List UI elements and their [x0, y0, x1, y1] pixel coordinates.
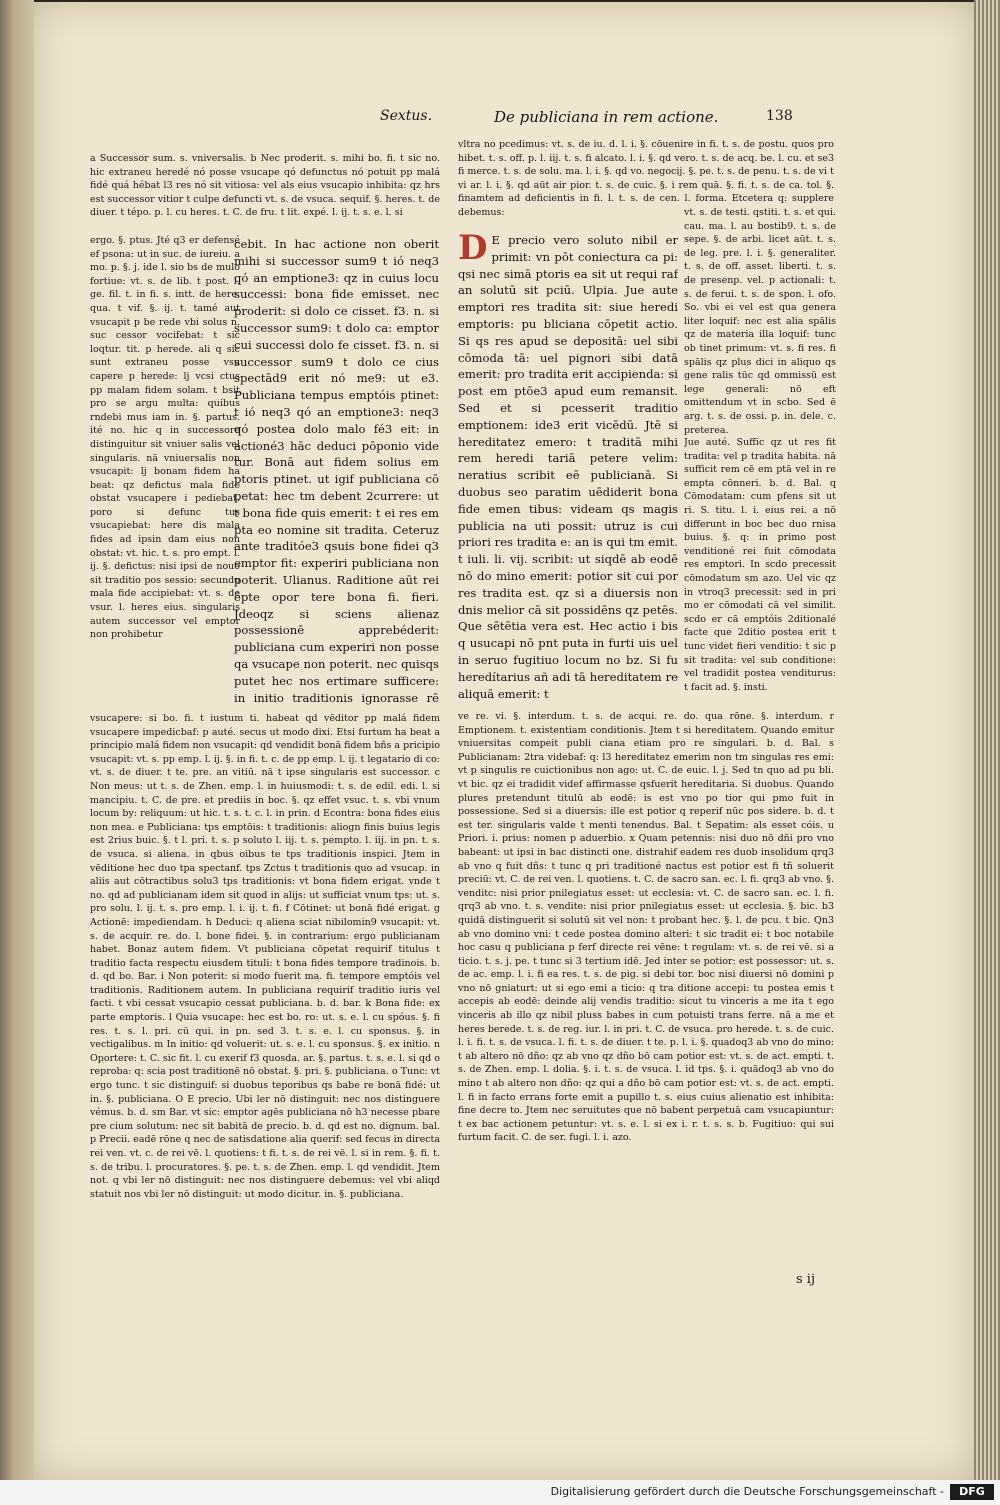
book-page [34, 2, 974, 1480]
signature-mark: s ij [796, 1272, 815, 1287]
footer-bar [0, 1480, 1000, 1505]
gloss-right-middle: Jue auté. Suffic qz ut res fit tradita: vel p tradita habita. nā sufficit rem cē em ptā vel in re empta cōnneri. b. d. Bal. q Cōmodatam: cum pfens sit ut ri. S. titu. l. i. eius rei. a nō differunt in boc bec duo rnisa buius. §. q: in primo post venditioné rei fuit cōmodata res emptori. In scdo precessit cōmodatum sm azo. Uel vic qz in vtroq3 precessit: sed in pri mo er cōmodati cā vel similit. scdo er cā emptóis 2ditionalé facte que 2ditio postea erit t tunc videt fieri venditio: t sic p sit tradita: vel sub conditione: vel tradidit postea venditurus: t facit ad. §. insti. [684, 437, 836, 693]
main-text-right: D E precio vero soluto nibil er primit: vn pōt coniectura ca pi: qsi nec simā ptoris ea sit ut requi raf an solutū sit pciū. Ulpia. Jue aute emptori res tradita sit: siue heredi emptoris: pu bliciana cōpetit actio. Si qs res apud se depositā: uel sibi cōmoda tā: uel pignori sibi datā emerit: pro tradita erit accipienda: si post em ptōe3 apud eum remansit. Sed et si pcesserit traditio emptionem: ide3 erit vicēdū. Jtē si hereditatez emero: t traditā mihi rem heredi tariā petere velim: neratius scribit eē publicianā. Si duobus seo paratim uēdiderit bona fide emen tibus: videam qs magis publicia na uti possit: utruz is cui priori res tradita e: an is qui tm emit. t iuli. li. vij. scribit: ut siqdē ab eodē nō do mino emerit: potior sit cui por res tradita est. qz si a diuersis non dnis melior cā sit possidēns qz petēs. Que sētētia vera est. Hec actio i bis q usucapi nō pnt puta in furti uis uel in seruo fugitiuo locum no bz. Si fu heredítarius añ adi tā hereditatem re aliquā emerit: t [458, 232, 678, 701]
gloss-bottom-right: ve re. vi. §. interdum. t. s. de acqui. re. do. qua rōne. §. interdum. r Emptionem. t. existentiam conditionis. Jtem t si hereditatem. Quando emitur vniuersitas compeit publi ciana etiam pro re singulari. b. d. Bal. s Publicianam: 2tra videbaf: q: l3 hereditatez emerim non tm singulas res emi: vt p singulis re cuictionibus non ago: ut. C. de euic. l. j. Sed tn quo ad pu bli. vt bic. qz ei tradidit videf affirmasse qsfuerit hereditaria. Si duobus. Quando plures pretendunt titulū ab eodē: is est vno po tior qui pmo fuit in possessione. Sed si a diuersis: ille est potior q reperif nūc pos sidere. b. d. t est ter. singularis valde t menti tenendus. Bal. t Sepatim: als esset cóis. u Priori. i. prius: nomen p aduerbio. x Quam petennis: nisi duo nō dñi pro vno babeant: ut ipsi in bac distincti one. distrahif eadem res duob insolidum qrq3 ab vno q fuit dñs: t tunc q pri traditioné nactus est potior est fi tñ soluerit preciū: vt. C. de rei ven. l. quotiens. t. C. de sacro san. ec. l. fi. qrq3 ab vno. §. venditc: nisi prior pnilegiatus esset: ut ecclesia: vt. C. de sacro san. ec. l. fi. qrq3 ab vno. t. s. vendite: nisi prior pnilegiatus esset: ut ecclesia. §. bic. b3 quidā distinguerit si solutū sit vel non: t probant hec. §. l. de pcu. t bic. Qn3 ab vno domino vni: t cede postea domino alteri: t sic tradit ei: t boc notabile hoc casu q publiciana p ferf directe rei vēne: t regulam: vt. s. de rei vē. si a ticio. t. s. j. pe. t tunc si 3 tertium idē. Jed inter se potior: est possessor: ut. s. de ac. emp. l. i. fi ea res. t. s. de pig. si debi tor. boc nisi diuersi nō domini p vno nō gniaturt: ut si ego emi a ticio: q tra ditione accepi: tu postea emis t accepis ab eodē: deinde alij vendis traditio: sicut tu vinceris a me ita t ego vinceris ab illo qz nibil pluss babes in cum potuisti trans ferre. nā a me et heres berede. t. s. de reg. iur. l. in pri. t. C. de vsuca. pro herede. t. s. de cuic. l. i. fi. t. s. de vsuca. l. fi. t. s. de diuer. t te. p. l. i. §. quadoq3 ab vno do mino: t ab altero nō dño: qz ab vno qz dño bō cam potior est: vt. s. de act. empti. t. s. de Zhen. emp. l. dolia. §. i. t. s. de vsuca. l. id tps. §. i. quādoq3 ab vno do mino t ab altero non dño: qz qui a dño bō cam potior est: vt. s. de act. empti. l. fi in facto errans forte emit a pupillo t. s. eius cuius alienatio est inhibita: fine decre to. Jtem nec seruitutes que nō babent perpetuā cam vsucapiuntur: t ex bac actionem petuntur: vt. s. e. l. si ex i. r. t. s. s. b. Fugitiuo: qui sui furtum facit. C. de ser. fugi. l. i. azo. [458, 711, 834, 1144]
folio-number: 138 [766, 108, 793, 124]
gloss-top-left: a Successor sum. s. vniversalis. b Nec proderit. s. mihi bo. fi. t sic no. hic extraneu heredé nó posse vsucape qó defunctus nó potuit pp malá fidé quá hébat l3 res nó sit vitiosa: vel als eius vsucapio inhibita: qz hrs est successor vitior t culpe defuncti vt. s. de vsuca. sequif. §. heres. t. de diuer. t tépo. p. l. cu heres. t. C. de fru. t lit. expé. l. ij. t. s. e. l. si [90, 153, 440, 219]
header-book: Sextus. [380, 108, 433, 124]
dfg-logo: DFG [950, 1484, 994, 1500]
right-page-edge [974, 0, 1000, 1480]
left-page-edge [0, 0, 34, 1480]
footer-credit: Digitalisierung gefördert durch die Deutsche Forschungsgemeinschaft - [550, 1485, 944, 1498]
gloss-left-narrow: ergo. §. ptus. Jté q3 er defensé ef psona: ut in suc. de iureiu. a mo. p. §. j. ide l. sio bs de mulo fortiue: vt. s. de lib. t post. l. ge. fil. t. in fi. s. intt. de here. qua. t vif. §. ij. t. tamé aut vsucapit p be rede vbi solus n. suc cessor vocifebat: t sic loqtur. tit. p herede. ali q sic sunt extraneu posse vsu capere p herede: lj vcsi ctus pp malam fidem solam. t bsit pro se argu multa: quibus rndebi mus iam in. §. partus. ité no. hic q in successore distinguitur sit vniuer salis vel singularis. nā vniuersalis non vsucapit: lj bonam fidem ha beat: qz defictus mala fide obstat vsucapere i pediebat. poro si defunc tus vsucapiebat: here dis mala fides ad ipsin dam eius non obstat: vt. hic. t. s. pro empt. l. ij. §. defictus: nisi ipsi de nouo sit traditio pos sessio: secundo mala fide accipiebat: vt. s. de vsur. l. heres eius. singularis autem successor vel emptor non prohibetur [90, 235, 240, 641]
main-text-left: cebit. In hac actione non oberit mihi si successor sum9 t ió neq3 qó an emptione3: qz in cuius locu successi: bona fide emisset. nec proderit: si dolo ce cisset. f3. n. si successor sum9: t dolo ca: emptor cui successi dolo fe cisset. f3. n. si successor sum9 t dolo ce cius spectād9 erit nó me9: ut e3. Publiciana tempus emptóis ptinet: t ió neq3 qó an emptione3: neq3 qó postea dolo malo fé3 eit: in actioné3 hāc deduci pōponio vide tur. Bonā aut fidem solius em ptoris ptinet. ut igif publiciana cō petat: hec tm debent 2currere: ut t bona fide quis emerit: t ei res em pta eo nomine sit tradita. Ceteruz ante traditóe3 qsuis bone fidei q3 emptor fit: experiri publiciana non poterit. Ulianus. Raditione aūt rei ēpte opor tere bona fi. fieri. Jdeoqz si sciens alienaz possessionē apprebéderit: publiciana cum experiri non posse qa vsucape non poterit. nec quisqs putet hec nos ertimare sufficere: in initio traditionis ignorasse rē [234, 237, 439, 705]
header-title: De publiciana in rem actione. [494, 108, 719, 126]
initial-d: D [458, 232, 488, 268]
gloss-top-right: vltra no pcedimus: vt. s. de iu. d. l. i. §. cōuenire in fi. t. s. de postu. quos pro hibet. t. s. off. p. l. iij. t. s. fi alcato. l. i. §. qd vero. t. s. de acq. be. l. cu. et se3 fi merce. t. s. de solu. ma. l. i. §. qd vo. negocij. §. pe. t. s. de penu. t. s. de vi t vi ar. l. i. §. qd aūt air pior. t. s. de cuic. §. i rem quā. §. fi. t. s. de ca. tol. §. finamtem ad deficientis in fi. l. t. s. de cen. l. forma. Etcetera q: supplere debemus: [458, 139, 834, 218]
gloss-right-narrow: vt. s. de testi. qstiti. t. s. et qui. cau. ma. l. au bostib9. t. s. de sepe. §. de arbi. licet aūt. t. s. de leg. pre. l. i. §. generaliter. t. s. de off. asset. liberti. t. s. de presenp. vel. p actionali: t. s. de ferui. t. s. de spon. l. ofo. So. vbi ei vel est qua genera liter loquif: nec est alia spālis qz de materia illa loquif: tunc ob tinet primum: vt. s. fi res. fi spālis qz plus dici in aliquo qs gene ralis tūc qd ommissū est lege generali: nō eft omittendum vt in scbo. Sed ē arg. t. s. de ossi. p. in. dele. c. preterea. [684, 207, 836, 436]
gloss-left-bottom: vsucapere: si bo. fi. t iustum ti. habeat qd vēditor pp malá fidem vsucapere impedicbaf: p auté. secus ut modo dixi. Etsi furtum ha beat a principio malá fidem non vsucapit: qd vendidit bonā fidem bñs a pricipio vsucapit: vt. s. pp emp. l. ij. §. in fi. t. c. de pp emp. l. ij. t legatario di co: vt. s. de diuer. t te. pre. an vitiū. nā t ipse singularis est successor. c Non meus: ut t. s. de Zhen. emp. l. in huiusmodi: t. s. de edil. edi. l. si mancipiu. t. C. de pre. et prediis in boc. §. qz effet vsuc. t. s. vbi vnum locum by: reliquum: ut hic. t. s. t. c. l. in prin. d Econtra: bona fides eius non mea. e Publiciana: tps emptōis: t traditionis: aliogn finis buius legis est 2rius buic. §. t l. pri. t. s. p soluto l. iij. t. s. pempto. l. iij. in pn. t. s. de vsuca. si aliena. in qbus oibus te tps traditionis inspici. Jtem in vēditione hec duo tpa spectanf. tps Zctus t traditionis quo ad vsucap. in aliis aut cōtractibus solu3 tps traditionis: vt bona fidem erigat. vnde t no. qd ad publicianam idem sit quod in alijs: ut sufficiat vnum tps: ut. s. pro solu. l. ij. t. s. pro emp. l. i. ij. t. fi. f Cōtinet: ut bonā fidé erigat. g Actionē: impediendam. h Deduci: q aliena sciat nibilomin9 vsucapit: vt. s. de acquir. re. do. l. bone fidei. §. in contrarium: ergo publicianam habet. Bonaz autem fidem. Vt publiciana cōpetat requirif titulus t traditio facta respectu eiusdem tituli: t bona fides tempore tradinois. b. d. qd bo. Bar. i Non poterit: si modo fuerit ma. fi. tempore emptóis vel traditionis. Raditionem autem. In publiciana requirif traditio iuris vel facti. t vbi cessat vsucapio cessat publiciana. b. d. bar. k Bona fide: ex parte emptoris. l Quia vsucape: hec est bo. ro: ut. s. e. l. cu spóus. §. fi res. t. s. l. pri. cū qui. in pn. sed 3. t. s. e. l. cu sponsus. §. in vectigalibus. m In initio: qd voluerit: ut. s. e. l. cu sponsus. §. ex initio. n Oportere: t. C. sic fit. l. cu exerif f3 quosda. ar. §. partus. t. s. e. l. si qd o reproba: q: scia post traditionē nō obstat. §. pri. §. publiciana. o Tunc: vt ergo tunc. t sic distinguif: si duobus teporibus qs babe re bonā fidé: ut in. §. publiciana. O E precio. Ubi ler nō distinguit: nec nos distinguere vémus. b. d. sm Bar. vt sic: emptor agēs publiciana nō h3 necesse pbare pre cium solutum: nec sit babitā de precio. b. d. qd est no. dignum. bal. p Precii. eadē rōne q nec de satisdatione alia querif: sed fecus in directa rei ven. vt. c. de rei vē. l. quotiens: t fi. t. s. de rei vē. l. si in rem. §. fi. t. s. de tribu. l. procuratores. §. pe. t. s. de Zhen. emp. l. qd vendidit. Jtem not. q vbi ler nō distinguit: nec nos distinguere debemus: vel vbi aliqd statuit nos vbi ler nō distinguit: ut modo dicitur. in. §. publiciana. [90, 713, 440, 1200]
